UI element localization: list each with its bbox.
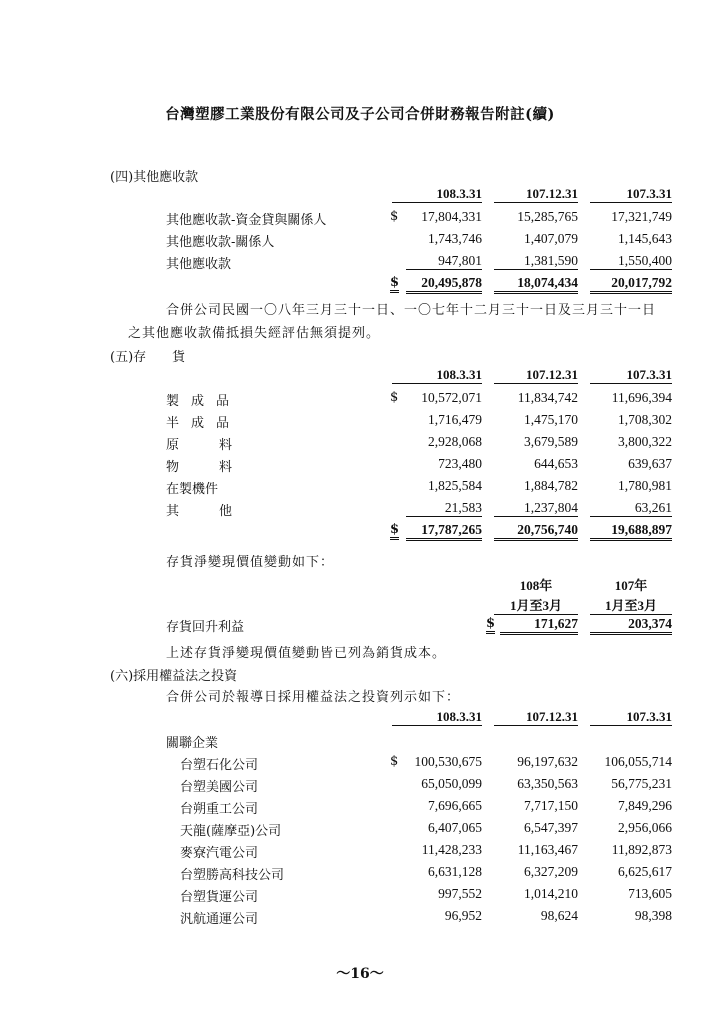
cell-value: 1,381,590 [494,253,578,270]
total-value: 20,756,740 [494,522,578,541]
section-heading-inventory: (五)存 貨 [110,350,186,365]
column-header: 108年 [519,578,553,593]
row-label: 台塑石化公司 [180,758,259,773]
cell-value: 106,055,714 [604,754,672,769]
table-row [110,497,675,519]
cell-value: 17,804,331 [421,209,482,224]
row-label: 存貨回升利益 [166,620,245,635]
cell-value: 3,800,322 [618,434,672,449]
row-label: 汎航通運公司 [180,912,259,927]
row-label: 台塑勝高科技公司 [180,868,285,883]
cell-value: 1,407,079 [524,231,578,246]
cell-value: 15,285,765 [517,209,578,224]
column-header: 107年 [614,578,648,593]
column-header: 108.3.31 [392,367,482,384]
cell-value: 65,050,099 [421,776,482,791]
row-label: 在製機件 [166,482,219,497]
cell-value: 1,237,804 [494,500,578,517]
currency-symbol: $ [390,390,399,405]
nrv-row [110,613,675,635]
cell-value: 6,631,128 [428,864,482,879]
table-row [110,409,675,431]
column-header: 107.12.31 [494,367,578,384]
table-row [110,773,675,795]
cell-value: 11,892,873 [611,842,672,857]
page-title: 台灣塑膠工業股份有限公司及子公司合併財務報告附註(續) [165,106,555,123]
total-value: 18,074,434 [494,275,578,294]
nrv-value: 171,627 [500,616,578,635]
column-header: 1月至3月 [590,595,672,615]
currency-symbol: $ [390,754,399,769]
nrv-note: 上述存貨淨變現價值變動皆已列為銷貨成本。 [166,646,447,661]
table-row [110,387,675,409]
cell-value: 96,952 [444,908,482,923]
equity-investments-table [110,707,675,927]
row-label: 其他 [166,504,273,519]
table-row [110,250,675,272]
section-heading-other-receivables: (四)其他應收款 [110,170,199,185]
currency-symbol: $ [390,275,399,293]
group-label: 關聯企業 [166,736,219,751]
table-row [110,839,675,861]
cell-value: 6,327,209 [524,864,578,879]
cell-value: 2,956,066 [618,820,672,835]
cell-value: 1,145,643 [618,231,672,246]
column-header: 108.3.31 [392,186,482,203]
column-header: 107.3.31 [590,367,672,384]
cell-value: 7,717,150 [524,798,578,813]
cell-value: 21,583 [406,500,482,517]
cell-value: 1,884,782 [524,478,578,493]
cell-value: 11,834,742 [517,390,578,405]
row-label: 台塑貨運公司 [180,890,259,905]
column-header: 1月至3月 [494,595,578,615]
equity-intro: 合併公司於報導日採用權益法之投資列示如下： [166,690,461,705]
total-row [110,519,675,541]
nrv-header-period-row [110,593,675,613]
cell-value: 3,679,589 [524,434,578,449]
cell-value: 644,653 [534,456,578,471]
cell-value: 98,624 [540,908,578,923]
row-label: 物料 [166,460,273,475]
column-header: 107.3.31 [590,186,672,203]
column-header: 107.12.31 [494,186,578,203]
cell-value: 1,780,981 [618,478,672,493]
cell-value: 1,825,584 [428,478,482,493]
other-receivables-table [110,184,675,294]
note-paragraph-line: 合併公司民國一〇八年三月三十一日、一〇七年十二月三十一日及三月三十一日 [166,303,657,318]
cell-value: 1,743,746 [428,231,482,246]
cell-value: 96,197,632 [517,754,578,769]
cell-value: 6,625,617 [618,864,672,879]
table-row [110,206,675,228]
row-label: 其他應收款-關係人 [166,235,275,250]
table-row [110,228,675,250]
row-label: 台朔重工公司 [180,802,259,817]
cell-value: 6,547,397 [524,820,578,835]
cell-value: 2,928,068 [428,434,482,449]
currency-symbol: $ [486,616,495,634]
cell-value: 639,637 [628,456,672,471]
cell-value: 1,475,170 [524,412,578,427]
table-row [110,817,675,839]
cell-value: 11,696,394 [611,390,672,405]
note-paragraph-line: 之其他應收款備抵損失經評估無須提列。 [128,326,381,341]
cell-value: 98,398 [634,908,672,923]
column-header: 107.3.31 [590,709,672,726]
table-header-row [110,707,675,729]
table-row [110,905,675,927]
nrv-value: 203,374 [590,616,672,635]
row-label: 製成品 [166,394,242,409]
column-header: 108.3.31 [392,709,482,726]
total-value: 20,495,878 [406,275,482,294]
table-row [110,431,675,453]
cell-value: 947,801 [406,253,482,270]
total-value: 17,787,265 [406,522,482,541]
cell-value: 713,605 [628,886,672,901]
cell-value: 6,407,065 [428,820,482,835]
nrv-header-year-row [110,573,675,593]
group-label-row [110,729,675,751]
table-row [110,795,675,817]
row-label: 天龍(薩摩亞)公司 [180,824,282,839]
cell-value: 7,696,665 [428,798,482,813]
cell-value: 1,014,210 [524,886,578,901]
table-row [110,475,675,497]
cell-value: 1,550,400 [590,253,672,270]
row-label: 麥寮汽電公司 [180,846,259,861]
row-label: 半成品 [166,416,242,431]
table-row [110,861,675,883]
total-value: 20,017,792 [590,275,672,294]
cell-value: 100,530,675 [414,754,482,769]
cell-value: 1,716,479 [428,412,482,427]
cell-value: 723,480 [438,456,482,471]
page-number: ～16～ [336,966,384,982]
currency-symbol: $ [390,209,399,224]
table-row [110,751,675,773]
cell-value: 17,321,749 [611,209,672,224]
cell-value: 56,775,231 [611,776,672,791]
total-row [110,272,675,294]
cell-value: 63,261 [590,500,672,517]
section-heading-equity-investments: (六)採用權益法之投資 [110,669,238,684]
cell-value: 7,849,296 [618,798,672,813]
cell-value: 11,428,233 [421,842,482,857]
row-label: 其他應收款 [166,257,232,272]
row-label: 台塑美國公司 [180,780,259,795]
total-value: 19,688,897 [590,522,672,541]
nrv-intro: 存貨淨變現價值變動如下： [166,555,335,570]
nrv-table [110,573,675,635]
row-label: 原料 [166,438,273,453]
column-header: 107.12.31 [494,709,578,726]
table-row [110,453,675,475]
table-header-row [110,184,675,206]
cell-value: 63,350,563 [517,776,578,791]
cell-value: 10,572,071 [421,390,482,405]
cell-value: 997,552 [438,886,482,901]
table-header-row [110,365,675,387]
table-row [110,883,675,905]
cell-value: 1,708,302 [618,412,672,427]
row-label: 其他應收款-資金貸與關係人 [166,213,327,228]
currency-symbol: $ [390,522,399,540]
inventory-table [110,365,675,541]
cell-value: 11,163,467 [517,842,578,857]
